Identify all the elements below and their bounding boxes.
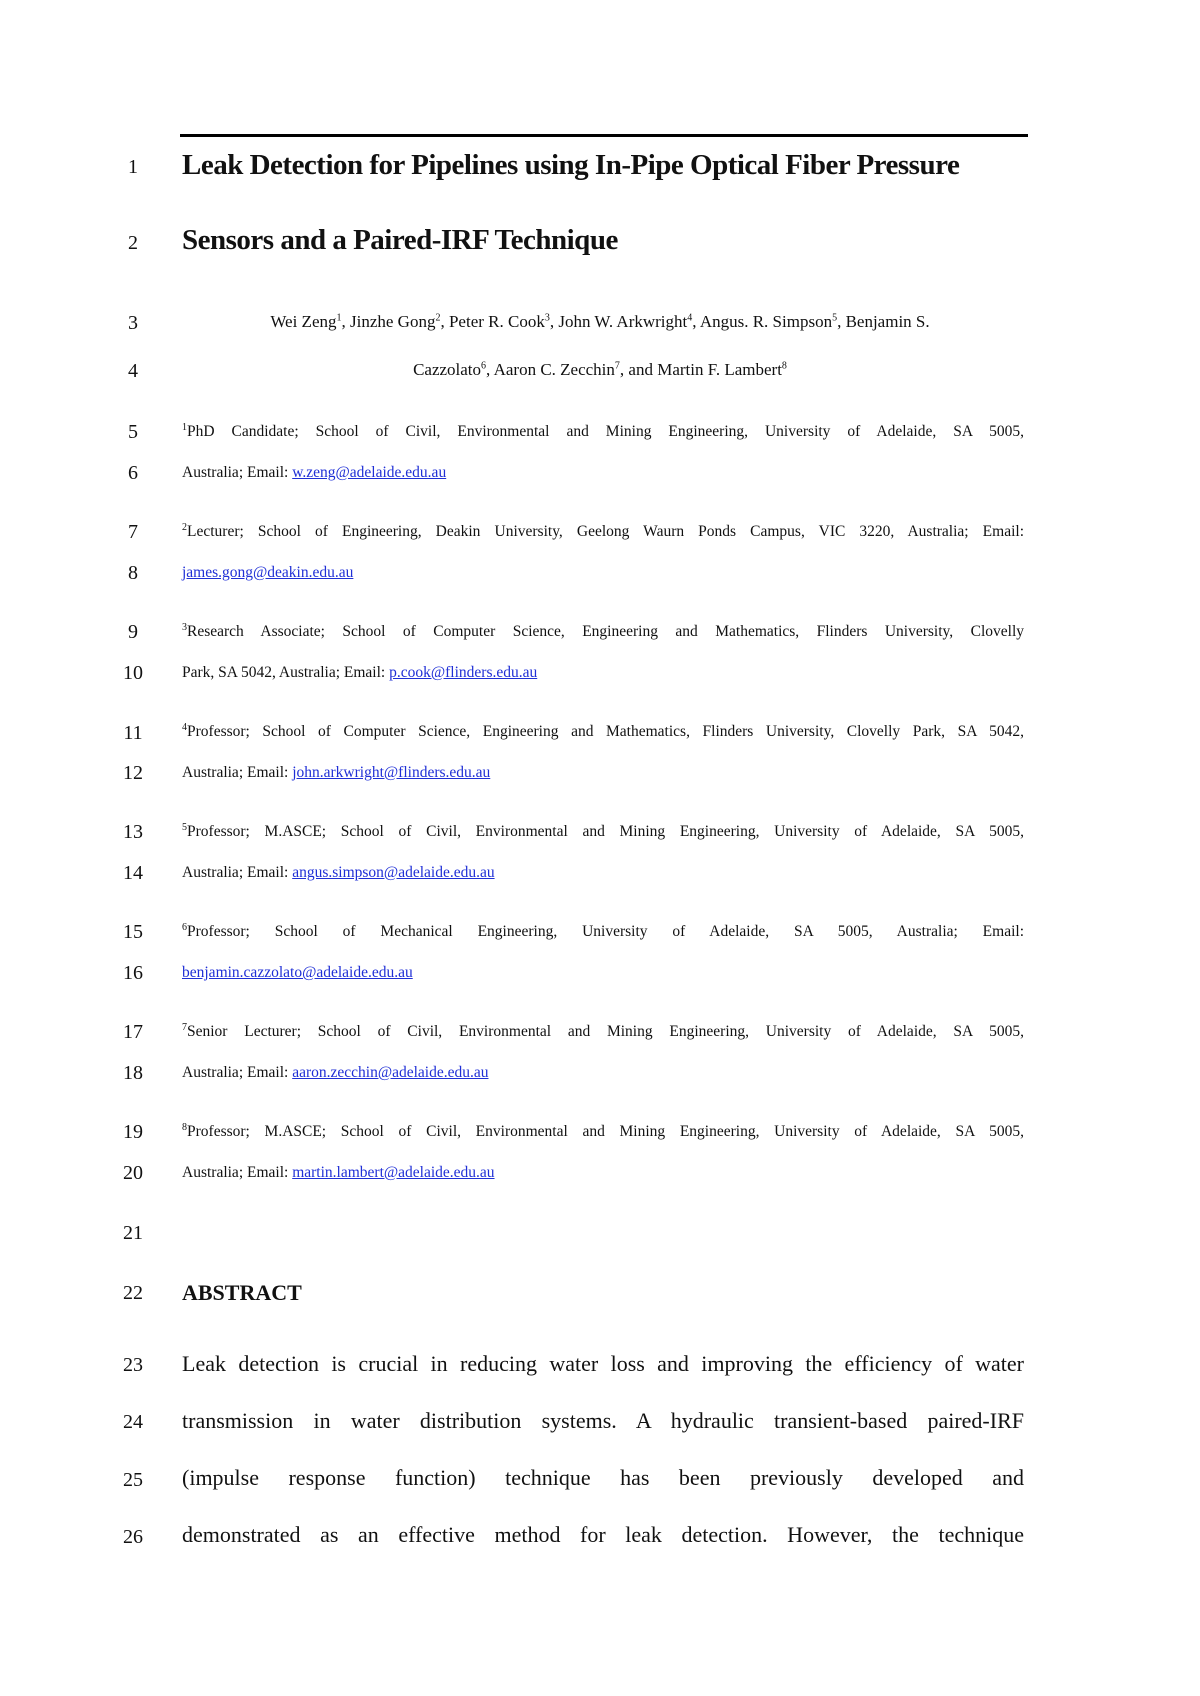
line-number: 4 [128, 360, 138, 382]
line-number: 10 [123, 662, 143, 684]
abstract-line: demonstrated as an effective method for leak detection. However, the technique [182, 1522, 1024, 1547]
email-link[interactable]: martin.lambert@adelaide.edu.au [292, 1164, 495, 1181]
email-link[interactable]: aaron.zecchin@adelaide.edu.au [292, 1064, 489, 1081]
line-number: 11 [123, 722, 143, 744]
affiliation-5: $^5$Professor; M.ASCE; School of Civil, Environmental and Mining Engineering, University of Adelaide, SA 5005, [182, 821, 1024, 840]
affiliation-3-email-line: Park, SA 5042, Australia; Email: p.cook@flinders.edu.au [182, 664, 538, 681]
affiliation-1-email-line: Australia; Email: w.zeng@adelaide.edu.au [182, 464, 447, 481]
line-number: 23 [123, 1354, 143, 1376]
affiliation-2: $^2$Lecturer; School of Engineering, Deakin University, Geelong Waurn Ponds Campus, VIC 3220, Australia; Email: [182, 521, 1024, 540]
abstract-line: Leak detection is crucial in reducing water loss and improving the efficiency of water [182, 1351, 1024, 1376]
line-number: 19 [123, 1121, 143, 1143]
line-number: 26 [123, 1526, 143, 1548]
email-link[interactable]: benjamin.cazzolato@adelaide.edu.au [182, 964, 413, 981]
email-link[interactable]: w.zeng@adelaide.edu.au [292, 464, 447, 481]
line-number: 20 [123, 1162, 143, 1184]
line-number: 17 [123, 1021, 143, 1043]
line-number: 16 [123, 962, 143, 984]
abstract-line: transmission in water distribution systems. A hydraulic transient-based paired-IRF [182, 1408, 1024, 1433]
abstract-heading: ABSTRACT [182, 1280, 302, 1305]
email-link[interactable]: james.gong@deakin.edu.au [182, 564, 354, 581]
line-number: 15 [123, 921, 143, 943]
affiliation-6-email-line [182, 964, 1024, 982]
email-link[interactable]: john.arkwright@flinders.edu.au [292, 764, 491, 781]
affiliation-2-email-line [182, 564, 1024, 582]
line-number: 8 [128, 562, 138, 584]
line-number: 9 [128, 621, 138, 643]
author-list-line-1: Wei Zeng$^1$, Jinzhe Gong$^2$, Peter R. Cook$^3$, John W. Arkwright$^4$, Angus. R. Simpson$^5$, Benjamin S. [270, 312, 930, 331]
line-number: 5 [128, 421, 138, 443]
paper-title-line-1: Leak Detection for Pipelines using In-Pipe Optical Fiber Pressure [182, 149, 960, 181]
line-number: 12 [123, 762, 143, 784]
line-number: 22 [123, 1282, 143, 1304]
affiliation-6: $^6$Professor; School of Mechanical Engineering, University of Adelaide, SA 5005, Australia; Email: [182, 921, 1024, 940]
affiliation-4-email-line: Australia; Email: john.arkwright@flinders.edu.au [182, 764, 491, 781]
affiliation-8: $^8$Professor; M.ASCE; School of Civil, Environmental and Mining Engineering, University of Adelaide, SA 5005, [182, 1121, 1024, 1140]
email-link[interactable]: p.cook@flinders.edu.au [389, 664, 538, 681]
affiliation-7-email-line: Australia; Email: aaron.zecchin@adelaide.edu.au [182, 1064, 489, 1081]
line-number: 21 [123, 1222, 143, 1244]
line-number: 13 [123, 821, 143, 843]
affiliation-4: $^4$Professor; School of Computer Science, Engineering and Mathematics, Flinders University, Clovelly Park, SA 5042, [182, 721, 1024, 740]
author-list-line-2: Cazzolato$^6$, Aaron C. Zecchin$^7$, and Martin F. Lambert$^8$ [413, 360, 787, 379]
line-number: 14 [123, 862, 143, 884]
affiliation-1: $^1$PhD Candidate; School of Civil, Environmental and Mining Engineering, University of Adelaide, SA 5005, [182, 421, 1024, 440]
line-number: 25 [123, 1469, 143, 1491]
paper-title-line-2: Sensors and a Paired-IRF Technique [182, 224, 618, 256]
line-number: 7 [128, 521, 138, 543]
affiliation-7: $^7$Senior Lecturer; School of Civil, Environmental and Mining Engineering, University of Adelaide, SA 5005, [182, 1021, 1024, 1040]
line-number: 6 [128, 462, 138, 484]
affiliation-3: $^3$Research Associate; School of Computer Science, Engineering and Mathematics, Flinders University, Clovelly [182, 621, 1024, 640]
line-number: 24 [123, 1411, 143, 1433]
line-number: 3 [128, 312, 138, 334]
line-number: 2 [128, 232, 138, 254]
affiliation-5-email-line: Australia; Email: angus.simpson@adelaide.edu.au [182, 864, 495, 881]
line-number: 18 [123, 1062, 143, 1084]
affiliation-8-email-line: Australia; Email: martin.lambert@adelaide.edu.au [182, 1164, 495, 1181]
email-link[interactable]: angus.simpson@adelaide.edu.au [292, 864, 495, 881]
abstract-line: (impulse response function) technique has been previously developed and [182, 1465, 1024, 1490]
line-number: 1 [128, 156, 138, 178]
title-top-rule [180, 134, 1028, 137]
